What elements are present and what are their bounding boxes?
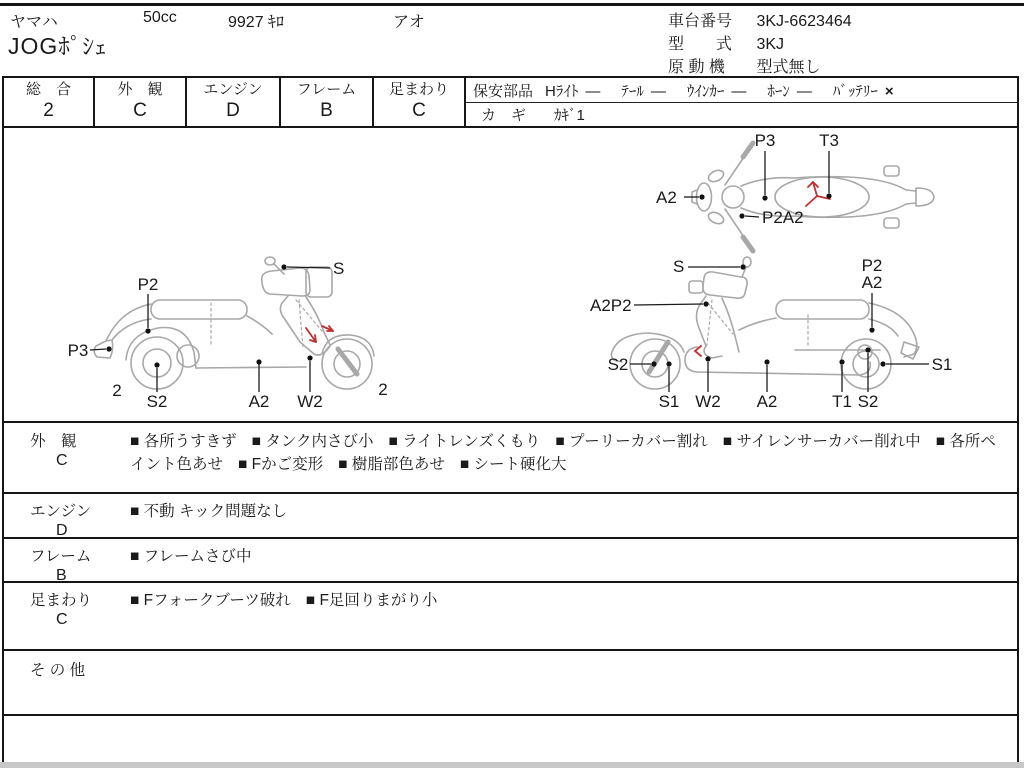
- condition-row-undercarriage: [2, 582, 1019, 649]
- brand-text: ヤマハ: [10, 14, 58, 31]
- condition-row-other: [2, 650, 1019, 714]
- condition-items: [130, 650, 1003, 657]
- condition-row-engine: [2, 493, 1019, 537]
- tire-grade-label: 2: [112, 381, 122, 400]
- chassis-number-row: [668, 8, 852, 31]
- bottom-strip: [0, 762, 1024, 768]
- condition-grade: C: [56, 452, 68, 469]
- grade-cell-frame: [281, 78, 374, 126]
- damage-code-label: P2: [137, 275, 159, 294]
- condition-item: ■ プーリーカバー割れ: [555, 433, 708, 450]
- safety-item-headlight: Hﾗｲﾄ —: [545, 82, 601, 100]
- engine-type-value: 型式無し: [756, 59, 821, 76]
- grade-cell-overall: [4, 78, 95, 126]
- damage-code-label: A2: [248, 392, 270, 411]
- safety-item-battery: ﾊﾞｯﾃﾘｰ ×: [832, 82, 894, 100]
- front-shield-damage-mark: [306, 326, 333, 342]
- condition-item: ■ 不動 キック問題なし: [130, 503, 288, 520]
- grade-value: 2: [43, 100, 54, 121]
- grade-cell-undercarriage: [374, 78, 466, 126]
- seat-damage-mark: [806, 182, 830, 206]
- condition-item: ■ サイレンサーカバー削れ中: [722, 433, 921, 450]
- condition-row-exterior: [2, 423, 1019, 492]
- damage-code-label: S2: [857, 392, 879, 411]
- engine-type-label: 原 動 機: [668, 59, 725, 76]
- grade-cell-engine: [187, 78, 281, 126]
- condition-items: [130, 423, 1003, 476]
- damage-code-label: S: [333, 259, 345, 278]
- condition-items: [130, 582, 1003, 612]
- empty-row: [4, 716, 1017, 762]
- damage-code-label: P2A2: [762, 208, 804, 227]
- model-code-row: [668, 31, 784, 54]
- model-code-label: 型 式: [668, 36, 733, 53]
- safety-item-horn: ﾎｰﾝ —: [767, 82, 812, 100]
- battery-cross-mark: ×: [884, 82, 894, 100]
- grade-label: 足まわり: [388, 81, 449, 98]
- condition-item: ■ F足回りまがり小: [305, 592, 438, 609]
- condition-items: [130, 538, 1003, 568]
- damage-code-label: P3: [67, 341, 89, 360]
- grade-value: C: [412, 100, 426, 121]
- tire-grade-label: 2: [378, 380, 388, 399]
- damage-code-label: S1: [931, 355, 953, 374]
- condition-item: ■ シート硬化大: [459, 456, 567, 473]
- condition-item: ■ Fフォークブーツ破れ: [130, 592, 291, 609]
- grade-label: 外 観: [117, 81, 163, 98]
- model-name: JOGﾎﾟｼｪ: [8, 33, 108, 59]
- damage-code-label: P3: [754, 131, 776, 150]
- key-row: [466, 103, 1019, 126]
- damage-code-label: W2: [297, 392, 323, 411]
- safety-parts-label: 保安部品: [473, 82, 534, 100]
- model-code-value: 3KJ: [756, 36, 785, 53]
- condition-label: 足まわり: [30, 592, 93, 609]
- key-value: ｶｷﾞ1: [554, 107, 585, 124]
- diagram-area: [4, 128, 1017, 421]
- grade-cell-exterior: [95, 78, 187, 126]
- grade-label: エンジン: [203, 81, 263, 98]
- damage-code-label: T3: [819, 131, 839, 150]
- grade-value: C: [133, 100, 147, 121]
- damage-code-label: T1: [832, 392, 852, 411]
- damage-code-label: S2: [607, 355, 629, 374]
- condition-grade: D: [56, 522, 68, 539]
- condition-items: [130, 493, 1003, 523]
- damage-code-label: S1: [658, 392, 680, 411]
- scooter-top-view: [630, 130, 1020, 250]
- damage-code-label: A2P2: [590, 296, 632, 315]
- mileage-text: 9927 ｷﾛ: [228, 14, 285, 31]
- condition-label: そ の 他: [30, 662, 86, 679]
- damage-code-label: A2: [656, 188, 677, 207]
- condition-item: ■ 樹脂部色あせ: [338, 456, 445, 473]
- displacement-text: 50cc: [143, 9, 177, 26]
- condition-item: ■ 各所ペイント色あせ: [130, 433, 996, 473]
- color-text: アオ: [393, 14, 425, 31]
- damage-code-label: A2: [756, 392, 778, 411]
- condition-label: エンジン: [30, 503, 92, 520]
- condition-row-frame: [2, 538, 1019, 584]
- damage-code-label: A2: [861, 273, 883, 292]
- grade-value: B: [320, 100, 333, 121]
- condition-grade: C: [56, 611, 68, 628]
- condition-item: ■ フレームさび中: [130, 548, 252, 565]
- condition-item: ■ ライトレンズくもり: [388, 433, 541, 450]
- damage-code-label: S: [673, 257, 685, 276]
- scooter-top-view-art: [692, 143, 934, 251]
- condition-grade: B: [56, 567, 67, 584]
- condition-item: ■ 各所うすきず: [130, 433, 237, 450]
- condition-label: 外 観: [30, 433, 77, 450]
- grade-label: 総 合: [25, 81, 71, 98]
- damage-code-label: W2: [695, 392, 721, 411]
- key-label: カ ギ: [481, 107, 527, 124]
- safety-item-tail: ﾃｰﾙ —: [621, 82, 666, 100]
- chassis-label: 車台番号: [668, 13, 733, 30]
- scooter-right-view: [590, 250, 990, 415]
- damage-code-label: P2: [861, 256, 883, 275]
- grade-label: フレーム: [296, 81, 357, 98]
- grade-value: D: [226, 100, 240, 121]
- safety-item-winker: ｳｲﾝｶｰ —: [686, 82, 747, 100]
- condition-item: ■ Fかご変形: [238, 456, 324, 473]
- scooter-left-view: [60, 250, 410, 415]
- condition-item: ■ タンク内さび小: [251, 433, 374, 450]
- safety-parts-row: [466, 78, 1019, 103]
- top-rule: [0, 3, 1024, 6]
- chassis-value: 3KJ-6623464: [756, 13, 852, 30]
- engine-type-row: [668, 54, 820, 77]
- damage-code-label: S2: [146, 392, 168, 411]
- safety-parts-section: [466, 78, 1019, 126]
- condition-label: フレーム: [30, 548, 92, 565]
